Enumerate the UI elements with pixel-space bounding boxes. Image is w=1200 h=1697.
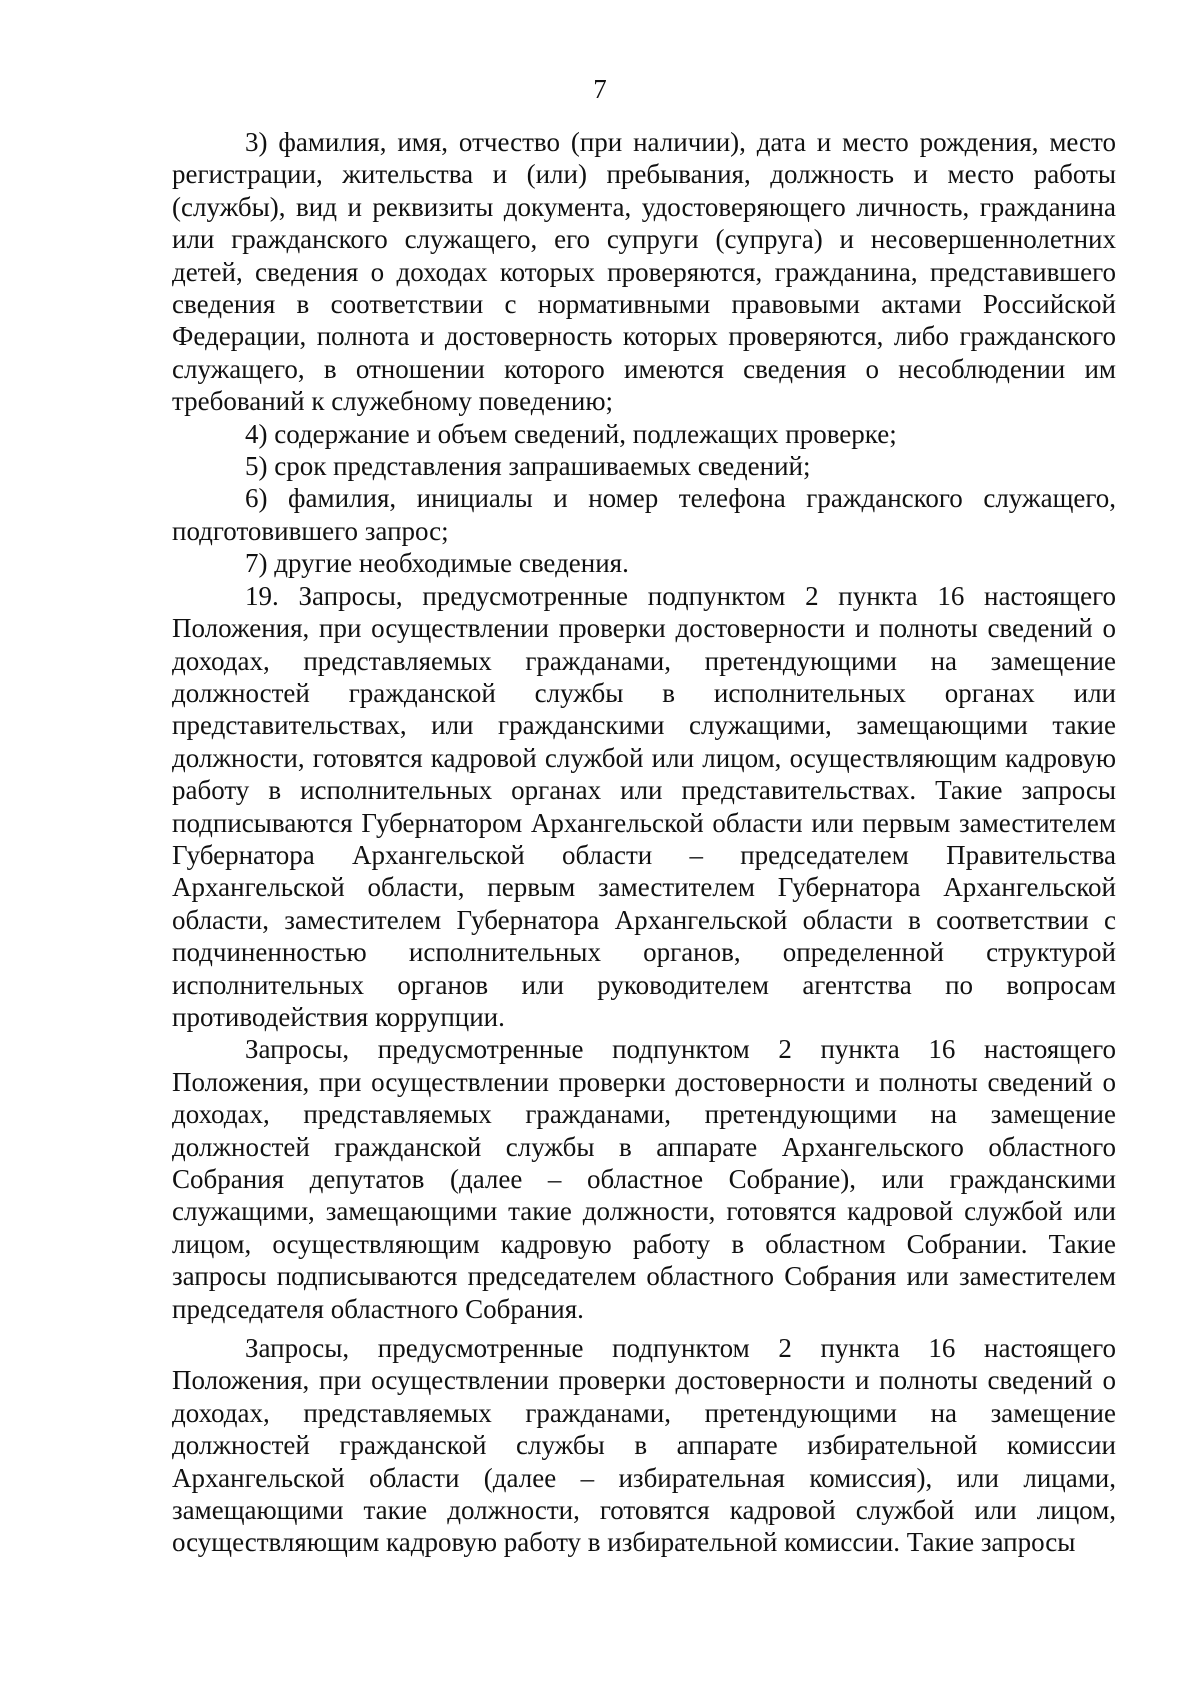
page-number: 7 (593, 74, 607, 104)
paragraph-item-7: 7) другие необходимые сведения. (245, 548, 629, 579)
paragraph-item-4: 4) содержание и объем сведений, подлежащих проверке; (245, 418, 897, 449)
paragraph-clause-19: 19. Запросы, предусмотренные подпунктом 2 пункта 16 настоящего Положения, при осуществлении проверки достоверности и полноты сведений о доходах, представляемых гражданами, претендующими на замещение должностей гражданской службы в исполнительных органах или представительствах, или гражданскими служащими, замещающими такие должности, готовятся кадровой службой или лицом, осуществляющим кадровую работу в исполнительных органах или представительствах. Такие запросы подписываются Губернатором Архангельской области или первым заместителем Губернатора Архангельской области – председателем Правительства Архангельской области, первым заместителем Губернатора Архангельской области, заместителем Губернатора Архангельской области в соответствии с подчиненностью исполнительных органов, определенной структурой исполнительных органов или руководителем агентства по вопросам противодействия коррупции. (172, 580, 1116, 1032)
document-body (172, 126, 1116, 1559)
paragraph-requests-regional-assembly: Запросы, предусмотренные подпунктом 2 пункта 16 настоящего Положения, при осуществлении проверки достоверности и полноты сведений о доходах, представляемых гражданами, претендующими на замещение должностей гражданской службы в аппарате Архангельского областного Собрания депутатов (далее – областное Собрание), или гражданскими служащими, замещающими такие должности, готовятся кадровой службой или лицом, осуществляющим кадровую работу в областном Собрании. Такие запросы подписываются председателем областного Собрания или заместителем председателя областного Собрания. (172, 1034, 1116, 1324)
paragraph-requests-election-commission: Запросы, предусмотренные подпунктом 2 пункта 16 настоящего Положения, при осуществлении проверки достоверности и полноты сведений о доходах, представляемых гражданами, претендующими на замещение должностей гражданской службы в аппарате избирательной комиссии Архангельской области (далее – избирательная комиссия), или лицами, замещающими такие должности, готовятся кадровой службой или лицом, осуществляющим кадровую работу в избирательной комиссии. Такие запросы (172, 1333, 1116, 1558)
paragraph-item-3: 3) фамилия, имя, отчество (при наличии), дата и место рождения, место регистрации, жительства и (или) пребывания, должность и место работы (службы), вид и реквизиты документа, удостоверяющего личность, гражданина или гражданского служащего, его супруги (супруга) и несовершеннолетних детей, сведения о доходах которых проверяются, гражданина, представившего сведения в соответствии с нормативными правовыми актами Российской Федерации, полнота и достоверность которых проверяются, либо гражданского служащего, в отношении которого имеются сведения о несоблюдении им требований к служебному поведению; (172, 127, 1116, 417)
paragraph-item-5: 5) срок представления запрашиваемых сведений; (245, 451, 811, 482)
paragraph-item-6: 6) фамилия, инициалы и номер телефона гражданского служащего, подготовившего запрос; (172, 483, 1116, 546)
